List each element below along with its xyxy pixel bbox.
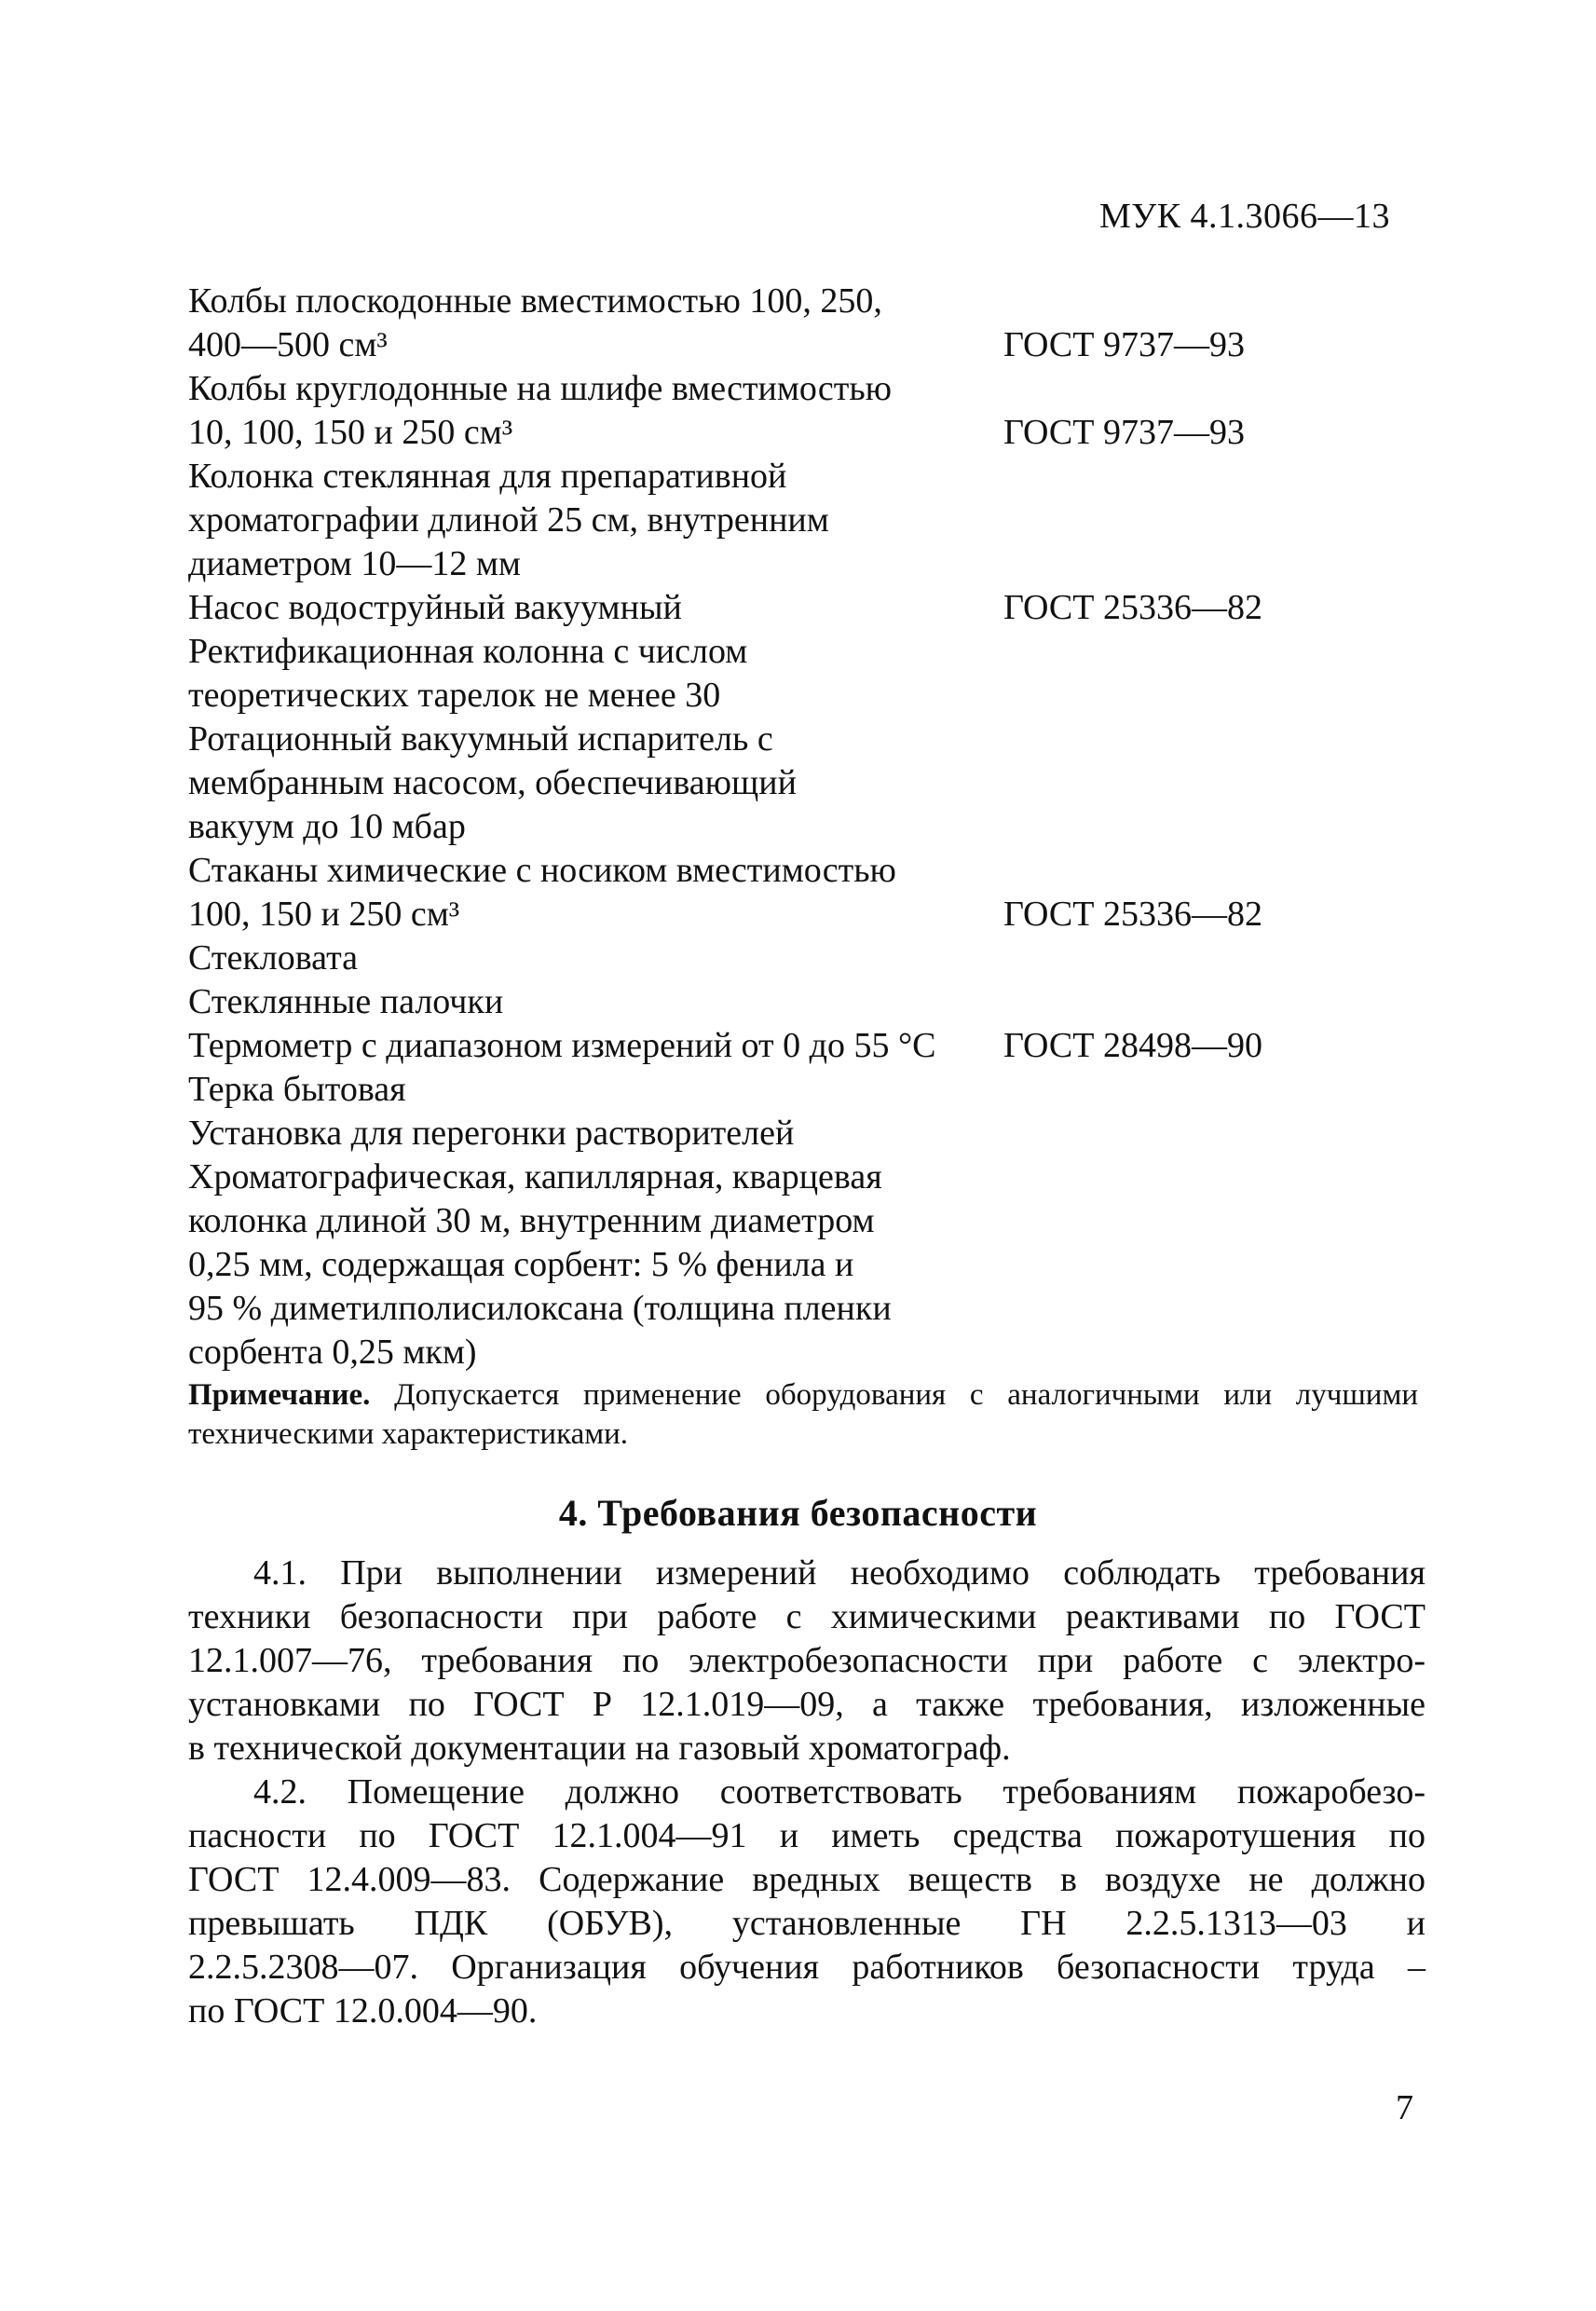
paragraph-line: 12.1.007—76, требования по электробезопасности при работе с электро-: [188, 1641, 1425, 1680]
equipment-line: 400—500 см³: [188, 325, 388, 364]
equipment-line: Насос водоструйный вакуумный: [188, 588, 682, 627]
equipment-item: [188, 455, 1418, 586]
document-code: МУК 4.1.3066—13: [1099, 197, 1391, 236]
paragraph-line: 4.2. Помещение должно соответствовать требованиям пожаробезо-: [253, 1772, 1425, 1812]
paragraph-line: ГОСТ 12.4.009—83. Содержание вредных веществ в воздухе не должно: [188, 1860, 1425, 1899]
paragraph-line: 2.2.5.2308—07. Организация обучения работников безопасности труда –: [188, 1948, 1425, 1987]
equipment-line: 95 % диметилполисилоксана (толщина пленки: [188, 1289, 892, 1328]
note: [188, 1375, 1418, 1454]
note-label: Примечание.: [188, 1378, 371, 1412]
equipment-line: Ротационный вакуумный испаритель с: [188, 719, 773, 759]
paragraph-line: по ГОСТ 12.0.004—90.: [188, 1991, 538, 2031]
paragraph-line: в технической документации на газовый хроматограф.: [188, 1729, 1011, 1768]
equipment-line: Стаканы химические с носиком вместимостью: [188, 851, 896, 890]
equipment-line: Терка бытовая: [188, 1070, 406, 1109]
equipment-line: Ректификационная колонна с числом: [188, 632, 748, 671]
equipment-line: Стекловата: [188, 938, 359, 978]
paragraph-line: 4.1. При выполнении измерений необходимо соблюдать требования: [253, 1553, 1425, 1593]
equipment-line: Установка для перегонки растворителей: [188, 1114, 795, 1153]
equipment-item: [188, 980, 1418, 1024]
paragraph-4-1: [188, 1552, 1425, 1771]
paragraph-line: установками по ГОСТ Р 12.1.019—09, а также требования, изложенные: [188, 1685, 1425, 1724]
equipment-list: [188, 280, 1418, 1374]
equipment-line: Колбы круглодонные на шлифе вместимостью: [188, 369, 893, 408]
equipment-item: [188, 1068, 1418, 1112]
equipment-line: Термометр с диапазоном измерений от 0 до 55 °С: [188, 1026, 936, 1065]
equipment-item: [188, 937, 1418, 980]
equipment-line: вакуум до 10 мбар: [188, 807, 466, 846]
equipment-standard: ГОСТ 9737—93: [1003, 325, 1245, 364]
section-title: 4. Требования безопасности: [558, 1492, 1038, 1534]
equipment-line: Стеклянные палочки: [188, 982, 504, 1021]
equipment-line: диаметром 10—12 мм: [188, 544, 521, 583]
equipment-standard: ГОСТ 25336—82: [1003, 895, 1262, 934]
equipment-line: хроматографии длиной 25 см, внутренним: [188, 500, 829, 540]
equipment-item: [188, 280, 1418, 367]
equipment-line: Колбы плоскодонные вместимостью 100, 250,: [188, 281, 882, 321]
equipment-line: колонка длиной 30 м, внутренним диаметром: [188, 1201, 875, 1240]
equipment-item: [188, 1024, 1418, 1068]
equipment-line: Хроматографическая, капиллярная, кварцевая: [188, 1157, 882, 1197]
equipment-line: Колонка стеклянная для препаративной: [188, 457, 787, 496]
equipment-line: мембранным насосом, обеспечивающий: [188, 763, 797, 802]
equipment-item: [188, 1112, 1418, 1156]
equipment-line: 10, 100, 150 и 250 см³: [188, 413, 513, 452]
equipment-item: [188, 849, 1418, 937]
equipment-line: теоретических тарелок не менее 30: [188, 676, 721, 715]
equipment-line: 100, 150 и 250 см³: [188, 895, 460, 934]
paragraph-line: техники безопасности при работе с химическими реактивами по ГОСТ: [188, 1597, 1425, 1636]
equipment-item: [188, 1156, 1418, 1374]
equipment-line: 0,25 мм, содержащая сорбент: 5 % фенила и: [188, 1245, 854, 1284]
page-number: 7: [1396, 2088, 1413, 2127]
equipment-standard: ГОСТ 28498—90: [1003, 1026, 1262, 1065]
note-text: Допускается применение оборудования с аналогичными или лучшими техническими характеристиками.: [188, 1378, 1418, 1451]
paragraph-line: превышать ПДК (ОБУВ), установленные ГН 2.2.5.1313—03 и: [188, 1904, 1425, 1943]
equipment-standard: ГОСТ 9737—93: [1003, 413, 1245, 452]
equipment-line: сорбента 0,25 мкм): [188, 1333, 477, 1372]
equipment-item: [188, 718, 1418, 849]
equipment-item: [188, 367, 1418, 455]
equipment-item: [188, 630, 1418, 718]
equipment-standard: ГОСТ 25336—82: [1003, 588, 1262, 627]
paragraph-line: пасности по ГОСТ 12.1.004—91 и иметь средства пожаротушения по: [188, 1816, 1425, 1855]
equipment-item: [188, 586, 1418, 630]
paragraph-4-2: [188, 1771, 1425, 2033]
